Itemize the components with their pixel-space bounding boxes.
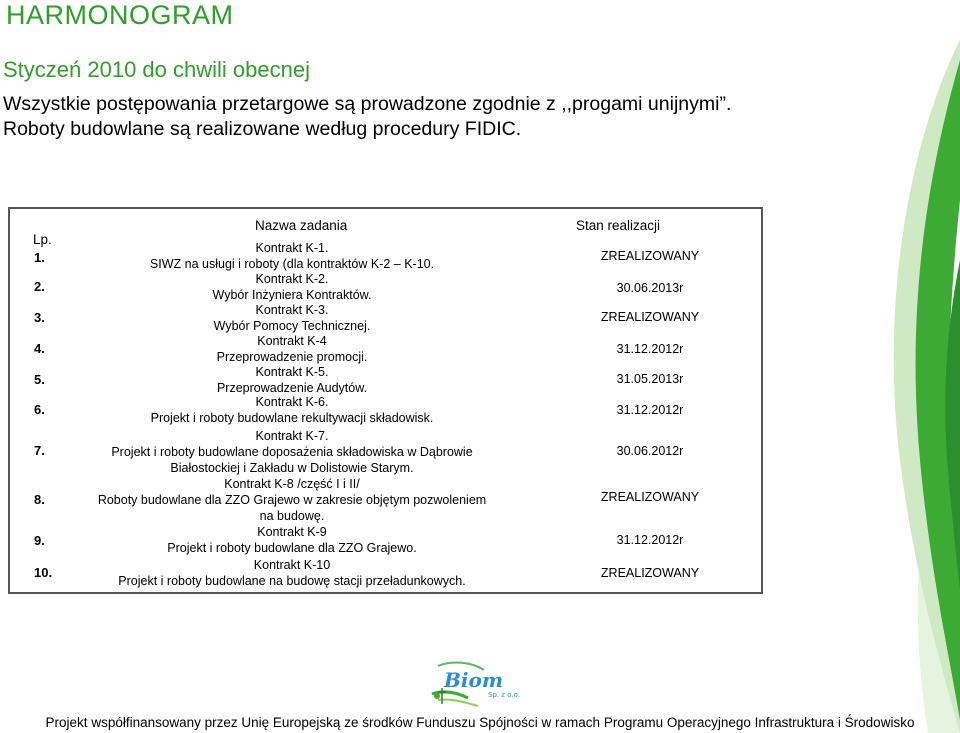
intro-line: Roboty budowlane są realizowane według procedury FIDIC. xyxy=(3,118,522,140)
task-line: Roboty budowlane dla ZZO Grajewo w zakresie objętym pozwoleniem xyxy=(97,493,487,507)
status-value: ZREALIZOWANY xyxy=(600,566,700,580)
column-header-task: Nazwa zadania xyxy=(255,218,348,233)
task-name xyxy=(70,557,514,589)
task-line: Kontrakt K-5. xyxy=(255,365,329,379)
status-value: 31.12.2012r xyxy=(616,342,684,356)
task-line: Kontrakt K-6. xyxy=(255,395,329,409)
task-line: Projekt i roboty budowlane rekultywacji składowisk. xyxy=(150,411,434,425)
task-line: Projekt i roboty budowlane na budowę stacji przeładunkowych. xyxy=(118,574,466,588)
task-line: Kontrakt K-3. xyxy=(255,303,329,317)
row-number: 2. xyxy=(34,279,45,294)
status-value: 31.12.2012r xyxy=(616,533,684,547)
row-number: 8. xyxy=(34,492,45,507)
task-line: Kontrakt K-8 /część I i II/ xyxy=(224,477,360,491)
row-number: 10. xyxy=(34,565,53,580)
task-line: Kontrakt K-2. xyxy=(255,272,329,286)
row-number: 6. xyxy=(34,402,45,417)
status-value: 30.06.2012r xyxy=(616,444,684,458)
status-value: ZREALIZOWANY xyxy=(600,310,700,324)
task-line: Kontrakt K-7. xyxy=(255,429,329,443)
row-number: 7. xyxy=(34,443,45,458)
page-subtitle: Styczeń 2010 do chwili obecnej xyxy=(3,57,310,82)
task-line: Białostockiej i Zakładu w Dolistowie Starym. xyxy=(170,461,414,475)
task-line: na budowę. xyxy=(259,509,325,523)
task-line: Projekt i roboty budowlane doposażenia składowiska w Dąbrowie xyxy=(111,445,473,459)
task-line: Wybór Pomocy Technicznej. xyxy=(213,319,371,333)
intro-text xyxy=(3,92,843,142)
task-line: Kontrakt K-9 xyxy=(257,525,327,539)
row-number: 3. xyxy=(34,310,45,325)
task-name xyxy=(70,271,514,303)
intro-line: Wszystkie postępowania przetargowe są prowadzone zgodnie z ,,progami unijnymi”. xyxy=(3,93,732,115)
status-value: 31.05.2013r xyxy=(616,372,684,386)
task-line: Kontrakt K-10 xyxy=(253,558,331,572)
row-number: 9. xyxy=(34,533,45,548)
status-value: ZREALIZOWANY xyxy=(600,490,700,504)
biom-logo xyxy=(428,660,524,712)
status-value: 30.06.2013r xyxy=(616,281,684,295)
logo-suffix: Sp. z o.o. xyxy=(488,691,521,699)
task-name xyxy=(70,524,514,556)
task-name xyxy=(70,394,514,426)
task-name xyxy=(70,333,514,365)
page-title: HARMONOGRAM xyxy=(6,0,234,30)
schedule-table xyxy=(8,207,763,594)
task-name xyxy=(70,240,514,272)
row-number: 4. xyxy=(34,341,45,356)
task-line: Przeprowadzenie Audytów. xyxy=(216,381,368,395)
task-name xyxy=(70,302,514,334)
task-line: Przeprowadzenie promocji. xyxy=(216,350,368,364)
row-number: 1. xyxy=(34,250,45,265)
task-line: Kontrakt K-4 xyxy=(257,334,327,348)
logo-wordmark: Biom xyxy=(444,668,504,692)
task-line: Kontrakt K-1. xyxy=(255,241,329,255)
task-line: Wybór Inżyniera Kontraktów. xyxy=(212,288,372,302)
task-name xyxy=(70,364,514,396)
footer-text: Projekt współfinansowany przez Unię Europejską ze środków Funduszu Spójności w ramach Programu Operacyjnego Infrastruktura i Środowisko xyxy=(45,715,915,730)
task-name xyxy=(70,476,514,524)
task-name xyxy=(70,428,514,476)
row-number: 5. xyxy=(34,372,45,387)
task-line: Projekt i roboty budowlane dla ZZO Grajewo. xyxy=(167,541,417,555)
column-header-lp: Lp. xyxy=(33,232,52,247)
column-header-status: Stan realizacji xyxy=(576,218,661,233)
status-value: ZREALIZOWANY xyxy=(600,249,700,263)
status-value: 31.12.2012r xyxy=(616,403,684,417)
task-line: SIWZ na usługi i roboty (dla kontraktów K-2 – K-10. xyxy=(149,257,435,271)
